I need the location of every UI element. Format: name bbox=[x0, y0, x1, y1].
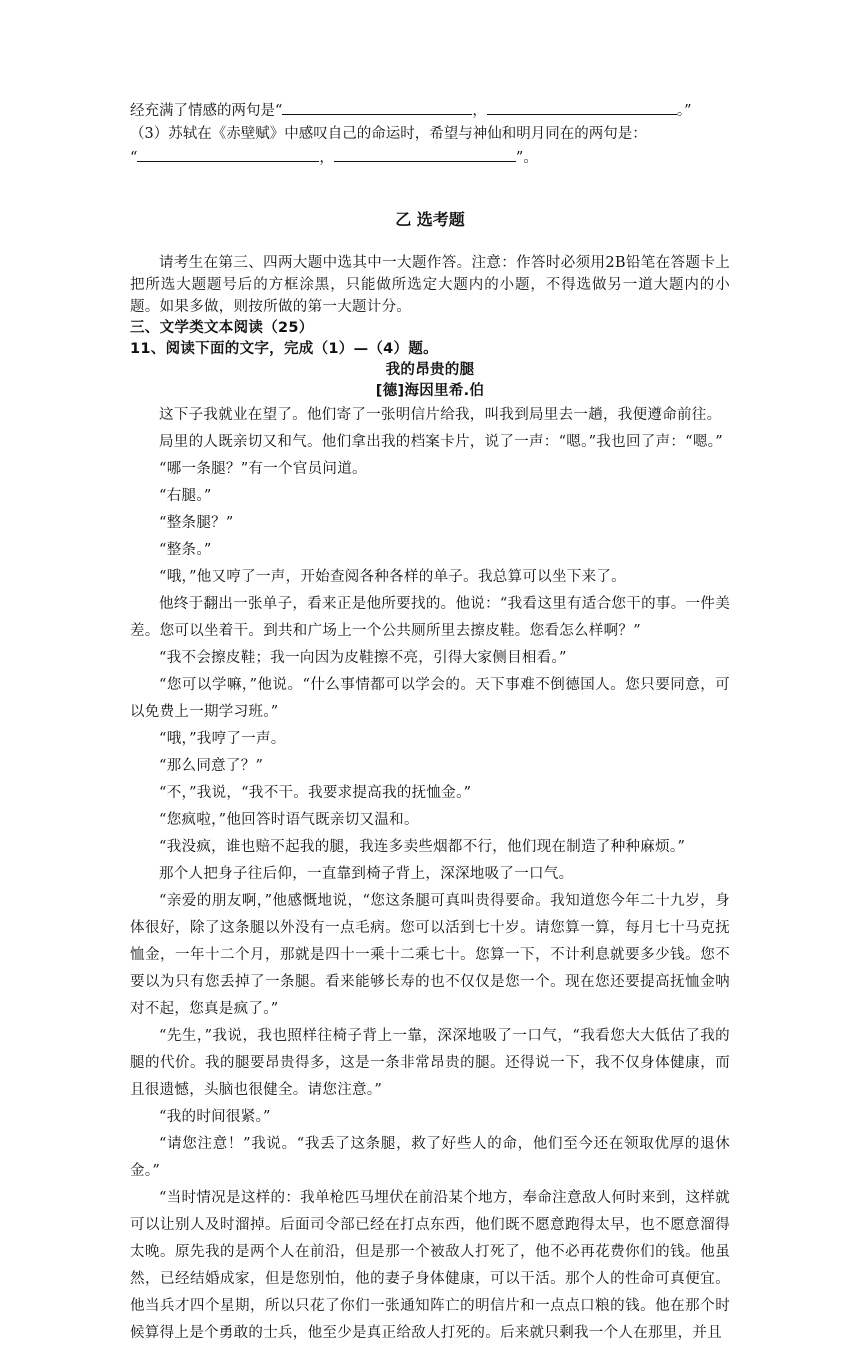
story-paragraph: “我不会擦皮鞋；我一向因为皮鞋擦不亮，引得大家侧目相看。” bbox=[159, 650, 567, 666]
story-paragraph: “那么同意了？” bbox=[159, 758, 264, 774]
story-paragraph: “当时情况是这样的：我单枪匹马埋伏在前沿某个地方，奉命注意敌人何时来到，这样就可以让别人及时溜掉。后面司令部已经在打点东西，他们既不愿意跑得太早，也不愿意溜得太晚。原先我的是两个人在前沿，但是那一个被敌人打死了，他不必再花费你们的钱。他虽然，已经结婚成家，但是您别怕，他的妻子身体健康，可以干活。那个人的性命可真便宜。他当兵才四个星期，所以只花了你们一张通知阵亡的明信片和一点点口粮的钱。他在那个时候算得上是个勇敢的士兵，他至少是真正给敌人打死的。后来就只剩我一个人在那里，并且 bbox=[130, 1190, 730, 1341]
fill-in-text: 经充满了情感的两句是“ bbox=[130, 103, 283, 119]
story-paragraph: “右腿。” bbox=[159, 488, 212, 504]
story-paragraph: “哦，”他又哼了一声，开始查阅各种各样的单子。我总算可以坐下来了。 bbox=[159, 569, 626, 585]
fill-in-text: “ bbox=[130, 150, 138, 166]
answer-blank[interactable] bbox=[137, 147, 319, 162]
fill-in-line-3 bbox=[130, 147, 730, 169]
story-paragraph: “不，”我说，“我不干。我要求提高我的抚恤金。” bbox=[159, 785, 472, 801]
fill-in-text: ”。 bbox=[515, 150, 538, 166]
answer-blank[interactable] bbox=[282, 100, 472, 115]
story-paragraph: “我的时间很紧。” bbox=[159, 1109, 271, 1125]
story-paragraph: 这下子我就业在望了。他们寄了一张明信片给我，叫我到局里去一趟，我便遵命前往。 bbox=[159, 407, 722, 423]
instructions: 请考生在第三、四两大题中选其中一大题作答。注意：作答时必须用2B铅笔在答题卡上把所选大题题号后的方框涂黑，只能做所选定大题内的小题，不得选做另一道大题内的小题。如果多做，则按所做的第一大题计分。 bbox=[130, 255, 730, 315]
story-paragraph: “整条。” bbox=[159, 542, 212, 558]
part3-heading: 三、文学类文本阅读（25） bbox=[130, 320, 314, 336]
story-paragraph: 局里的人既亲切又和气。他们拿出我的档案卡片，说了一声：“嗯。”我也回了声：“嗯。” bbox=[159, 434, 723, 450]
fill-in-text: ， bbox=[319, 150, 334, 166]
story-paragraph: “请您注意！”我说。“我丢了这条腿，救了好些人的命，他们至今还在领取优厚的退休金。” bbox=[130, 1136, 730, 1179]
story-paragraph: “整条腿？” bbox=[159, 515, 234, 531]
section-title: 乙 选考题 bbox=[395, 210, 465, 229]
story-paragraph: “您可以学嘛，”他说。“什么事情都可以学会的。天下事难不倒德国人。您只要同意，可以免费上一期学习班。” bbox=[130, 677, 730, 720]
answer-blank[interactable] bbox=[334, 147, 516, 162]
exam-page bbox=[130, 100, 730, 1347]
fill-in-line-1 bbox=[130, 100, 730, 122]
story-paragraph: “亲爱的朋友啊，”他感慨地说，“您这条腿可真叫贵得要命。我知道您今年二十九岁，身体很好，除了这条腿以外没有一点毛病。您可以活到七十岁。请您算一算，每月七十马克抚恤金，一年十二个月，那就是四十一乘十二乘七十。您算一下，不计利息就要多少钱。您不要以为只有您丢掉了一条腿。看来能够长寿的也不仅仅是您一个。现在您还要提高抚恤金呐对不起，您真是疯了。” bbox=[130, 893, 730, 1017]
story-paragraph: “您疯啦，”他回答时语气既亲切又温和。 bbox=[159, 812, 419, 828]
story-paragraph: “我没疯，谁也赔不起我的腿，我连多卖些烟都不行，他们现在制造了种种麻烦。” bbox=[159, 839, 686, 855]
question-11-heading: 11、阅读下面的文字，完成（1）—（4）题。 bbox=[130, 341, 438, 357]
story-body bbox=[130, 402, 730, 1347]
story-paragraph: 他终于翻出一张单子，看来正是他所要找的。他说：“我看这里有适合您干的事。一件美差。您可以坐着干。到共和广场上一个公共厕所里去擦皮鞋。您看怎么样啊？” bbox=[130, 596, 730, 639]
fill-in-text: ， bbox=[472, 103, 487, 119]
question-3-text: （3）苏轼在《赤壁赋》中感叹自己的命运时，希望与神仙和明月同在的两句是： bbox=[130, 126, 647, 142]
story-paragraph: 那个人把身子往后仰，一直靠到椅子背上，深深地吸了一口气。 bbox=[159, 866, 574, 882]
fill-in-text: 。” bbox=[676, 103, 692, 119]
story-author: [德]海因里希.伯 bbox=[375, 383, 485, 399]
story-paragraph: “哪一条腿？”有一个官员问道。 bbox=[159, 461, 367, 477]
story-paragraph: “先生，”我说，我也照样往椅子背上一靠，深深地吸了一口气，“我看您大大低估了我的腿的代价。我的腿要昂贵得多，这是一条非常昂贵的腿。还得说一下，我不仅身体健康，而且很遗憾，头脑也很健全。请您注意。” bbox=[130, 1028, 730, 1098]
answer-blank[interactable] bbox=[487, 100, 677, 115]
story-title: 我的昂贵的腿 bbox=[385, 362, 475, 378]
story-paragraph: “哦，”我哼了一声。 bbox=[159, 731, 286, 747]
